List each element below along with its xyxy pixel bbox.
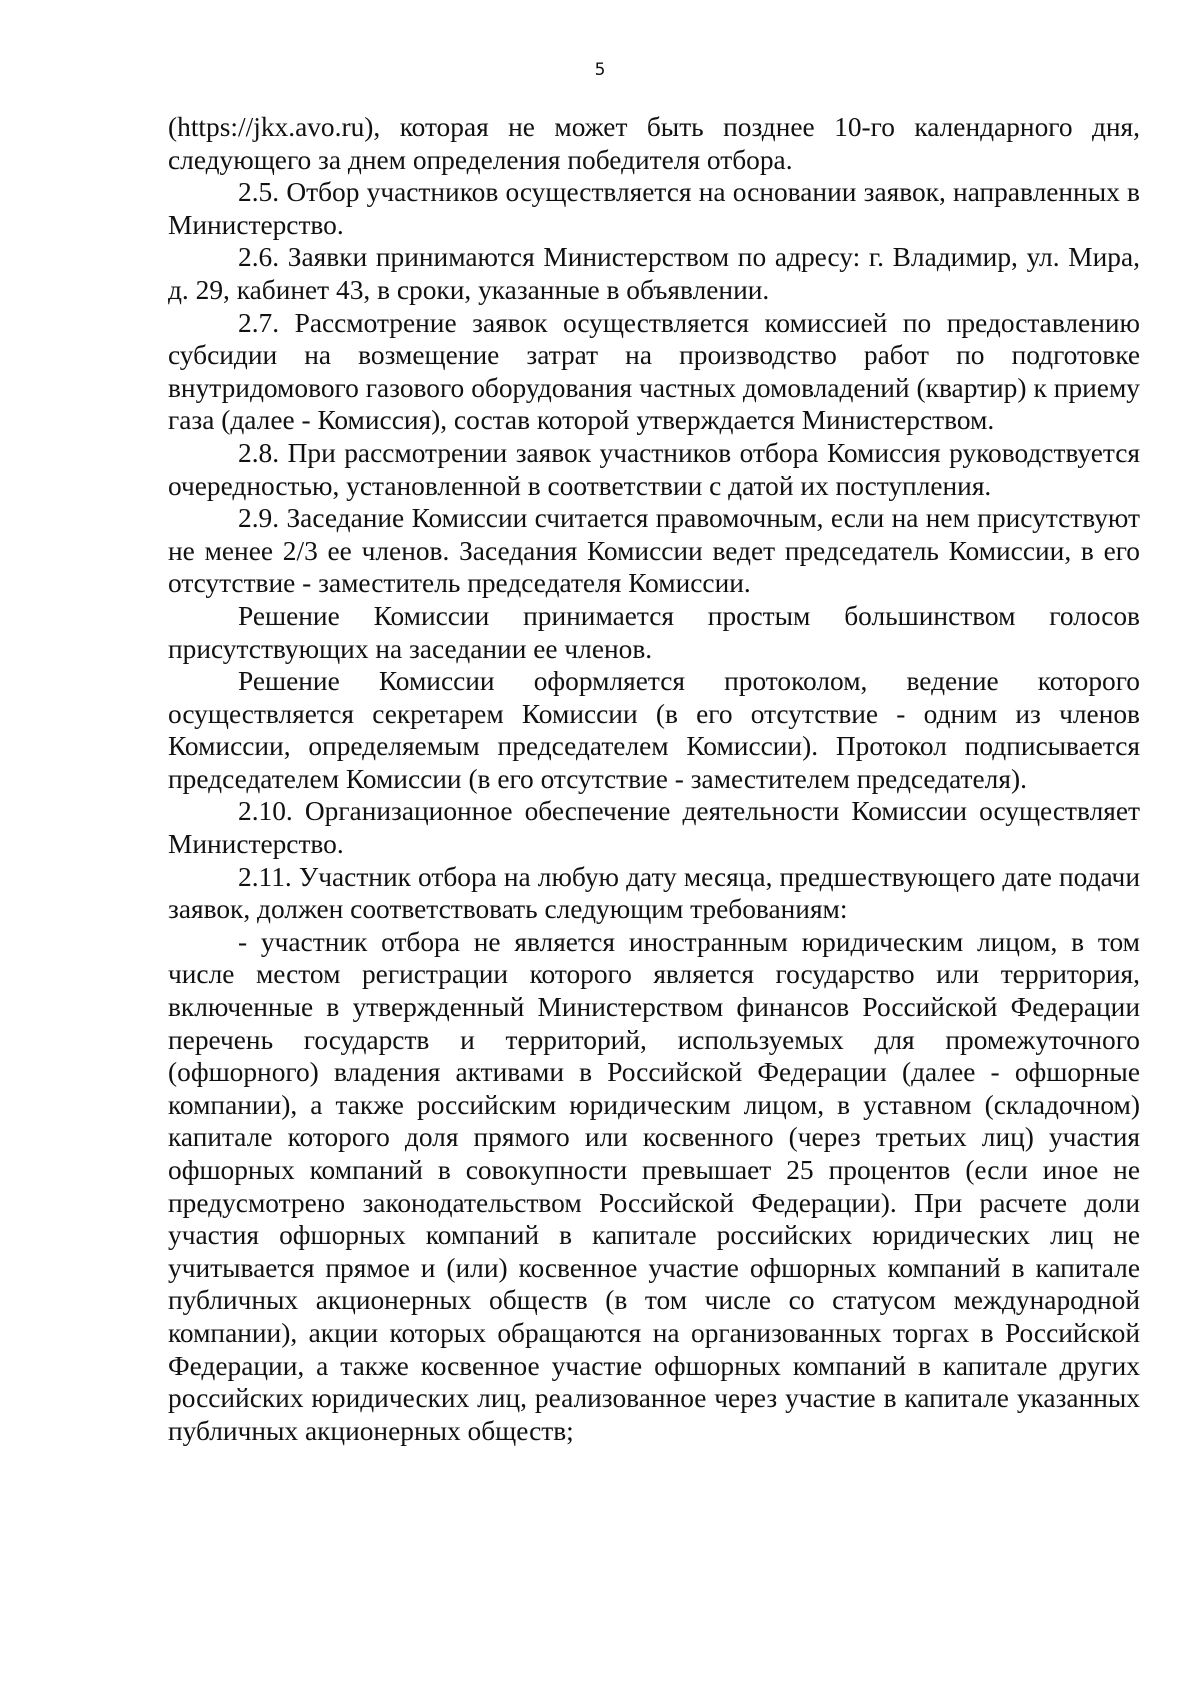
paragraph-2-7: 2.7. Рассмотрение заявок осуществляется комиссией по предоставлению субсидии на возмещение затрат на производство работ по подготовке внутридомового газового оборудования частных домовладений (квартир) к приему газа (далее - Комиссия), состав которой утверждается Министерством. [168, 307, 1140, 436]
paragraph-2-10: 2.10. Организационное обеспечение деятельности Комиссии осуществляет Министерство. [168, 796, 1140, 860]
paragraph-decision-majority: Решение Комиссии принимается простым большинством голосов присутствующих на заседании ее членов. [168, 600, 1140, 664]
paragraph-requirement-offshore: - участник отбора не является иностранным юридическим лицом, в том числе местом регистрации которого является государство или территория, включенные в утвержденный Министерством финансов Российской Федерации перечень государств и территорий, используемых для промежуточного (офшорного) владения активами в Российской Федерации (далее - офшорные компании), а также российским юридическим лицом, в уставном (складочном) капитале которого доля прямого или косвенного (через третьих лиц) участия офшорных компаний в совокупности превышает 25 процентов (если иное не предусмотрено законодательством Российской Федерации). При расчете доли участия офшорных компаний в капитале российских юридических лиц не учитывается прямое и (или) косвенное участие офшорных компаний в капитале публичных акционерных обществ (в том числе со статусом международной компании), акции которых обращаются на организованных торгах в Российской Федерации, а также косвенное участие офшорных компаний в капитале других российских юридических лиц, реализованное через участие в капитале указанных публичных акционерных обществ; [168, 926, 1140, 1446]
page-number: 5 [594, 60, 606, 80]
paragraph-2-6: 2.6. Заявки принимаются Министерством по адресу: г. Владимир, ул. Мира, д. 29, кабинет 43, в сроки, указанные в объявлении. [168, 242, 1140, 305]
paragraph-2-5: 2.5. Отбор участников осуществляется на основании заявок, направленных в Министерство. [168, 177, 1140, 240]
paragraph-2-9: 2.9. Заседание Комиссии считается правомочным, если на нем присутствуют не менее 2/3 ее членов. Заседания Комиссии ведет председатель Комиссии, в его отсутствие - заместитель председателя Комиссии. [168, 503, 1140, 599]
document-body [168, 111, 1140, 1447]
paragraph-2-8: 2.8. При рассмотрении заявок участников отбора Комиссия руководствуется очередностью, установленной в соответствии с датой их поступления. [168, 437, 1140, 501]
paragraph-continuation: (https://jkx.avo.ru), которая не может быть позднее 10-го календарного дня, следующего за днем определения победителя отбора. [168, 112, 1140, 175]
paragraph-decision-protocol: Решение Комиссии оформляется протоколом, ведение которого осуществляется секретарем Комиссии (в его отсутствие - одним из членов Комиссии, определяемым председателем Комиссии). Протокол подписывается председателем Комиссии (в его отсутствие - заместителем председателя). [168, 666, 1140, 794]
paragraph-2-11: 2.11. Участник отбора на любую дату месяца, предшествующего дате подачи заявок, должен соответствовать следующим требованиям: [168, 861, 1140, 925]
